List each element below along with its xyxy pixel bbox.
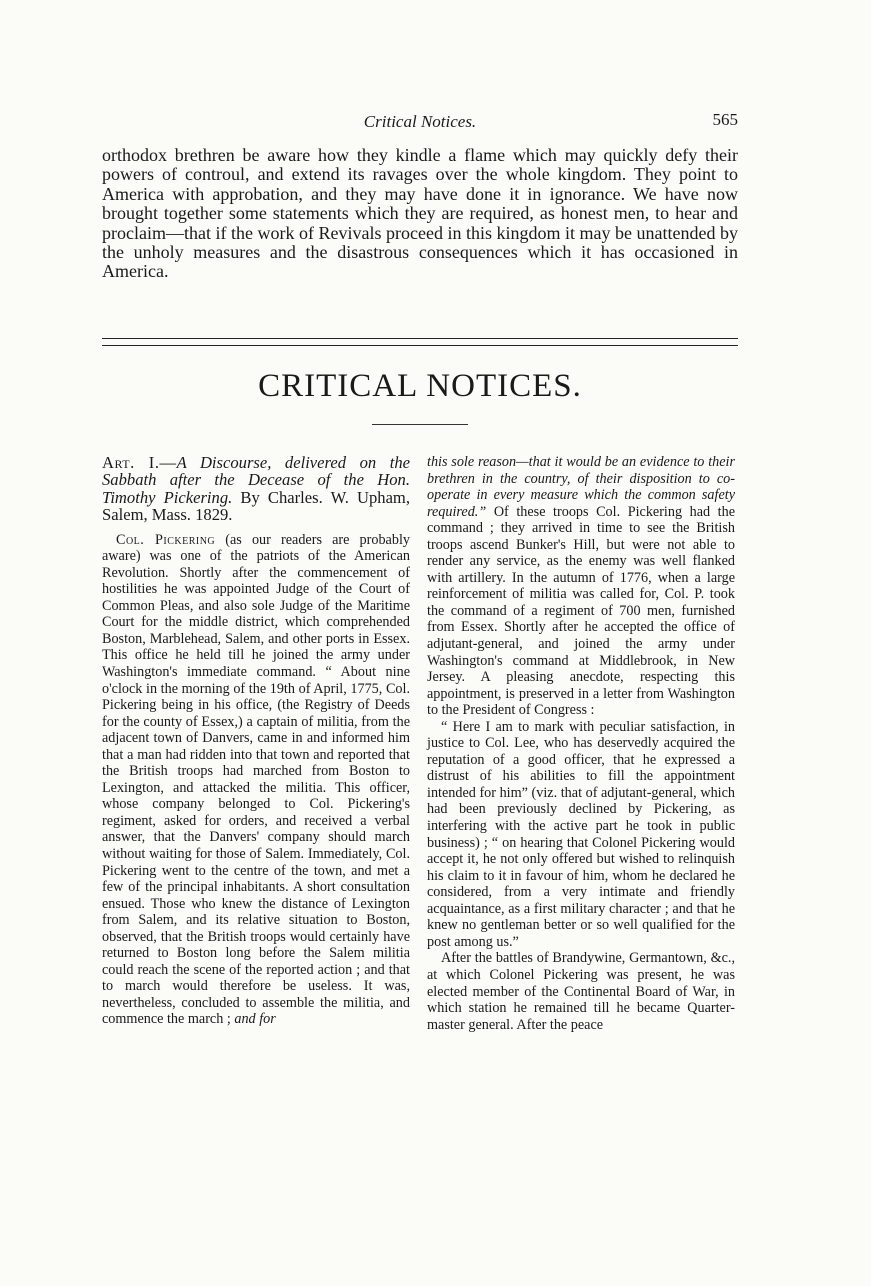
- intro-paragraph: orthodox brethren be aware how they kindle a flame which may quickly defy their powers of controul, and extend its ravages over the whole kingdom. They point to America with approbation, and they may have done it in ignorance. We have now brought together some statements which they are required, as honest men, to hear and proclaim—that if the work of Revivals proceed in this kingdom it may be unattended by the unholy measures and the disastrous consequences which it has occasioned in America.: [102, 145, 738, 282]
- article-continuation: [427, 454, 735, 719]
- continuation-italic: this sole reason—that it would be an evidence to their brethren in the country, of their disposition to co-operate in every measure which the common safety required.”: [427, 454, 735, 520]
- paragraph-1-text: (as our readers are probably aware) was one of the patriots of the American Revolution. Shortly after the commencement of hostilities he was appointed Judge of the Court of Common Pleas, and also sole Judge of the Maritime Court for the middle district, which comprehended Boston, Marblehead, Salem, and other ports in Essex. This office he held till he joined the army under Washington's immediate command. “ About nine o'clock in the morning of the 19th of April, 1775, Col. Pickering being in his office, (the Registry of Deeds for the county of Essex,) a captain of militia, from the adjacent town of Danvers, came in and informed him that a man had ridden into that town and reported that the British troops had marched from Boston to Lexington, and attacked the militia. This officer, whose company belonged to Col. Pickering's regiment, asked for orders, and received a verbal answer, that the Danvers' company should march without waiting for those of Salem. Immediately, Col. Pickering went to the centre of the town, and met a few of the principal inhabitants. A short consultation ensued. Those who knew the distance of Lexington from Salem, and its relative situation to Boston, observed, that the British troops would certainly have returned to Boston long before the Salem militia could reach the scene of the reported action ; and that to march would therefore be useless. It was, nevertheless, concluded to assemble the militia, and commence the march ;: [102, 531, 410, 1028]
- article-paragraph-final: After the battles of Brandywine, Germantown, &c., at which Colonel Pickering was present, he was elected member of the Continental Board of War, in which station he remained till he became Quarter-master general. After the peace: [427, 950, 735, 1033]
- running-head: [102, 110, 738, 136]
- section-title: CRITICAL NOTICES.: [258, 368, 582, 404]
- article-paragraph-1: [102, 532, 410, 1028]
- continuation-text: Of these troops Col. Pickering had the command ; they arrived in time to see the British troops ascend Bunker's Hill, but were not able to render any service, as the enemy was well flanked with artillery. In the autumn of 1776, when a large reinforcement of militia was called for, Col. P. took the command of a regiment of 700 men, furnished from Essex. Shortly after he accepted the office of adjutant-general, and joined the army under Washington's command at Middlebrook, in New Jersey. A pleasing anecdote, respecting this appointment, is preserved in a letter from Washington to the President of Congress :: [427, 503, 736, 719]
- left-column: [102, 454, 410, 1028]
- article-label: Art. I.—: [102, 453, 177, 472]
- paragraph-1-tail: and for: [234, 1011, 276, 1028]
- article-heading: [102, 454, 410, 524]
- double-rule-divider: [102, 338, 738, 346]
- washington-quote: “ Here I am to mark with peculiar satisfaction, in justice to Col. Lee, who has deservedly acquired the reputation of a good officer, that he expressed a distrust of his abilities to fill the appointment intended for him” (viz. that of adjutant-general, which had been previously declined by Pickering, as interfering with the active part he took in public business) ; “ on hearing that Colonel Pickering would accept it, he not only offered but wished to relinquish his claim to it in favour of him, whom he declared he considered, from a very intimate and friendly acquaintance, as a first military character ; and that he knew no gentleman better or so well qualified for the post among us.”: [427, 718, 735, 950]
- page-number: 565: [712, 110, 738, 129]
- running-title: Critical Notices.: [363, 112, 477, 131]
- article-title: A Discourse, delivered on the Sabbath after the Decease of the Hon. Timothy Pickering.: [102, 453, 410, 507]
- article-byline: By Charles. W. Upham, Salem, Mass. 1829.: [102, 487, 410, 525]
- lead-name: Col. Pickering: [116, 531, 216, 548]
- intro-paragraph-block: [102, 146, 738, 282]
- short-rule-divider: [372, 424, 468, 425]
- right-column: [427, 454, 735, 1033]
